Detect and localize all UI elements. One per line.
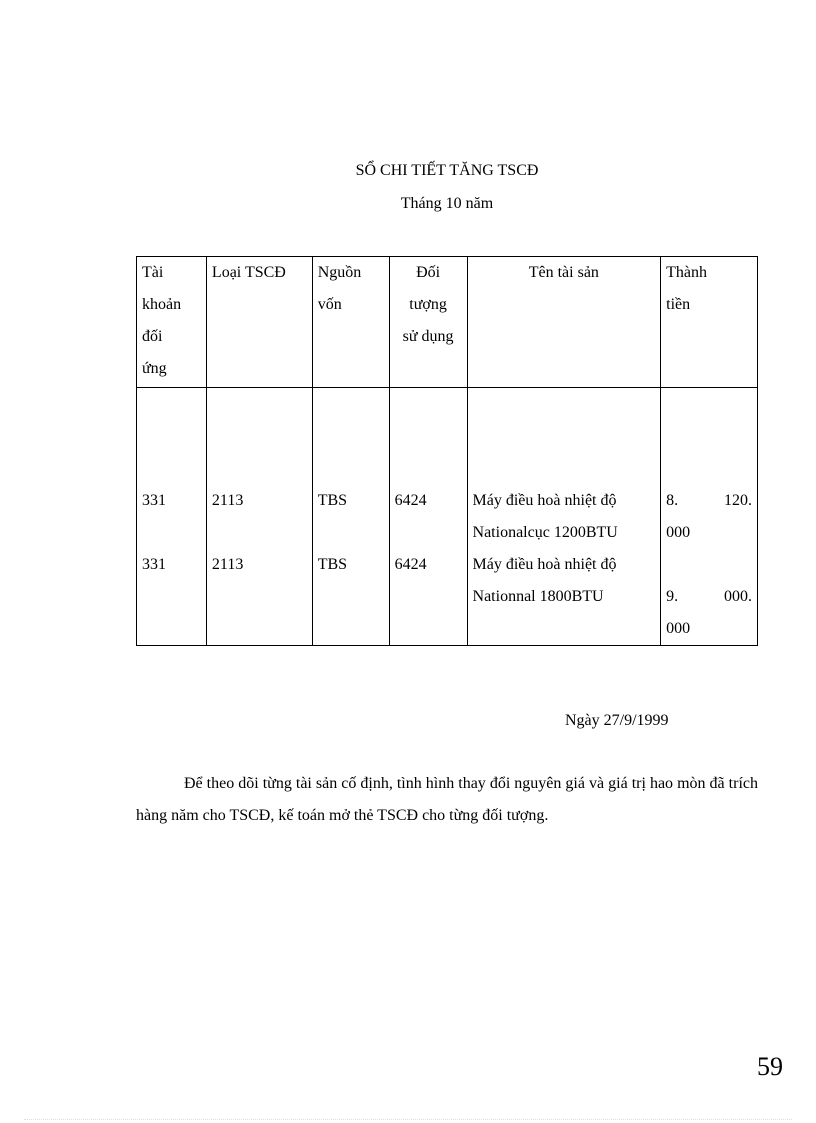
header-line: tiền [666, 296, 691, 313]
cell-user-object [389, 388, 467, 646]
header-line: vốn [317, 296, 342, 313]
spacer-line [212, 517, 307, 549]
table-body-row [137, 388, 758, 646]
row1-amount-part3: 000 [666, 524, 691, 541]
document-title: SỔ CHI TIẾT TĂNG TSCĐ [355, 162, 539, 179]
row1-asset-name-line2: Nationalcục 1200BTU [472, 524, 618, 541]
header-cell-asset-type [206, 257, 312, 388]
cell-fund-source [312, 388, 389, 646]
row2-fund-source: TBS [317, 556, 348, 573]
header-line: Loại TSCĐ [211, 264, 286, 281]
header-line: Đối [416, 264, 441, 281]
header-cell-account [137, 257, 207, 388]
header-line: khoản [142, 296, 182, 313]
row1-fund-source: TBS [317, 492, 348, 509]
header-cell-fund-source [312, 257, 389, 388]
signature-date: Ngày 27/9/1999 [565, 712, 669, 729]
asset-increase-table [136, 256, 758, 646]
header-cell-amount [661, 257, 758, 388]
bottom-divider [24, 1119, 792, 1120]
header-line: Tài [142, 264, 164, 281]
spacer-line [318, 517, 384, 549]
body-paragraph: Để theo dõi từng tài sản cố định, tình hình thay đổi nguyên giá và giá trị hao mòn đã trích hàng năm cho TSCĐ, kế toán mở thẻ TSCĐ cho từng đối tượng. [136, 775, 758, 824]
header-line: Thành [666, 264, 707, 281]
row2-amount-part1: 9. [666, 588, 679, 605]
header-cell-user-object [389, 257, 467, 388]
page-number: 59 [757, 1052, 783, 1081]
spacer-line [666, 549, 752, 581]
cell-account [137, 388, 207, 646]
row1-user-object: 6424 [394, 492, 427, 509]
row2-amount-line1 [666, 581, 752, 613]
header-line: Nguồn [317, 264, 362, 281]
header-line: Tên tài sản [528, 264, 599, 281]
cell-amount [661, 388, 758, 646]
table-header-row [137, 257, 758, 388]
row1-account: 331 [142, 492, 166, 509]
row2-asset-type: 2113 [211, 556, 244, 573]
cell-asset-name [467, 388, 661, 646]
row2-amount-part2: 000. [724, 588, 752, 605]
document-subtitle: Tháng 10 năm [400, 195, 494, 212]
row1-amount-line1 [666, 485, 752, 517]
row2-account: 331 [142, 556, 166, 573]
row2-asset-name-line2: Nationnal 1800BTU [472, 588, 604, 605]
row1-asset-type: 2113 [211, 492, 244, 509]
header-cell-asset-name [467, 257, 661, 388]
row2-user-object: 6424 [394, 556, 427, 573]
cell-asset-type [206, 388, 312, 646]
row1-amount-part1: 8. [666, 492, 679, 509]
header-line: tượng [409, 296, 447, 313]
header-line: ứng [142, 360, 167, 377]
row2-asset-name-line1: Máy điều hoà nhiệt độ [472, 556, 617, 573]
row2-amount-part3: 000 [666, 620, 691, 637]
header-line: đối [142, 328, 163, 345]
header-line: sử dụng [402, 328, 454, 345]
spacer-line [395, 517, 462, 549]
spacer-line [142, 517, 201, 549]
row1-amount-part2: 120. [724, 492, 752, 509]
row1-asset-name-line1: Máy điều hoà nhiệt độ [472, 492, 617, 509]
